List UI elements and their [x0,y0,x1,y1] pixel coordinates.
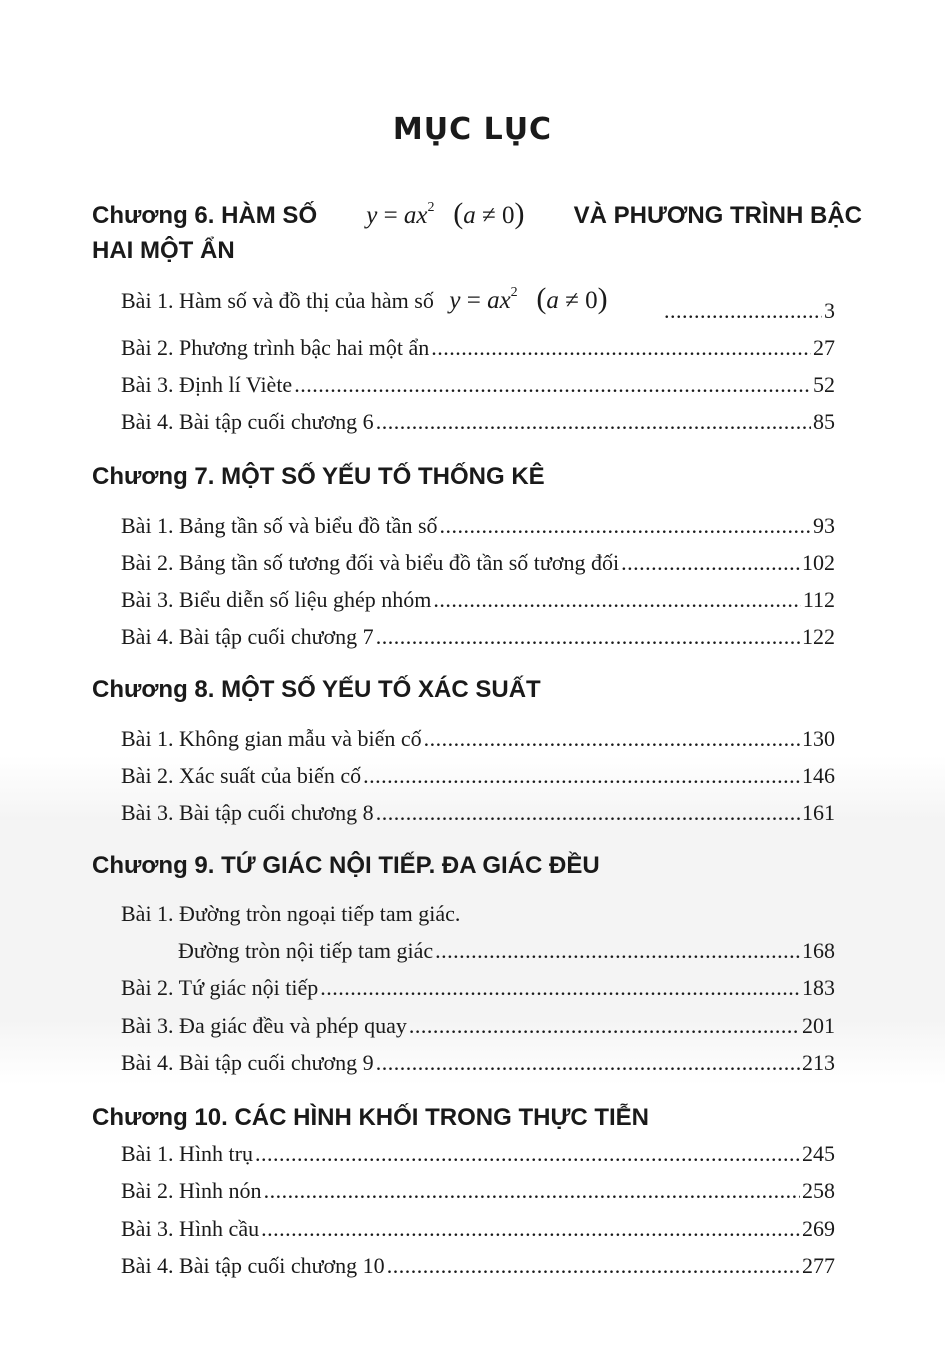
toc-entry-label: Bài 4. Bài tập cuối chương 10 [121,1253,385,1278]
toc-entry-9-1[interactable] [178,936,835,966]
toc-entry-label: Bài 2. Hình nón [121,1178,262,1203]
chapter-6-prefix: Chương 6. HÀM SỐ [92,202,318,229]
toc-entry-page: 183 [802,975,835,1000]
toc-entry-page: 146 [802,763,835,788]
toc-entry-page: 93 [813,513,835,538]
toc-entry-page: 122 [802,624,835,649]
toc-entry-label: Bài 2. Phương trình bậc hai một ẩn [121,335,430,360]
toc-entry-label: Bài 3. Hình cầu [121,1216,260,1241]
dot-leader [363,761,800,791]
toc-entry-label: Bài 4. Bài tập cuối chương 7 [121,624,374,649]
dot-leader [435,936,800,966]
toc-entry-6-1-formula: $y = ax^2$ (a ≠ 0) [449,282,608,315]
dot-leader [376,622,800,652]
toc-entry-page: 130 [802,726,835,751]
toc-entry-page: 52 [813,372,835,397]
toc-entry-page: 269 [802,1216,835,1241]
toc-entry-page: 161 [802,800,835,825]
toc-entry-page: 258 [802,1178,835,1203]
toc-entry-6-2[interactable] [121,333,835,363]
chapter-7-heading: Chương 7. MỘT SỐ YẾU TỐ THỐNG KÊ [92,463,545,490]
toc-entry-8-1[interactable] [121,724,835,754]
chapter-6-heading [92,193,862,266]
toc-entry-label: Đường tròn nội tiếp tam giác [178,938,434,963]
toc-entry-page: 27 [813,335,835,360]
toc-entry-page: 168 [802,938,835,963]
chapter-6-heading-line2: HAI MỘT ẨN [92,237,235,264]
toc-entry-label: Bài 3. Bài tập cuối chương 8 [121,800,374,825]
dot-leader [621,548,800,578]
toc-entry-label: Bài 2. Xác suất của biến cố [121,763,362,788]
dot-leader [376,407,811,437]
toc-entry-label: Bài 3. Đa giác đều và phép quay [121,1013,407,1038]
toc-entry-9-3[interactable] [121,1011,835,1041]
toc-entry-6-1-page: 3 [824,298,835,323]
toc-entry-8-3[interactable] [121,798,835,828]
toc-entry-page: 213 [802,1050,835,1075]
dot-leader [255,1139,800,1169]
toc-entry-10-4[interactable] [121,1251,835,1281]
toc-entry-6-1-label: Bài 1. Hàm số và đồ thị của hàm số [121,288,434,313]
dot-leader [387,1251,800,1281]
dot-leader [433,585,800,615]
dot-leader [294,370,811,400]
toc-entry-label: Bài 2. Bảng tần số tương đối và biểu đồ tần số tương đối [121,550,620,575]
dot-leader [264,1176,800,1206]
toc-entry-6-3[interactable] [121,370,835,400]
toc-entry-label: Bài 3. Định lí Viète [121,372,293,397]
toc-entry-page: 245 [802,1141,835,1166]
toc-entry-9-2[interactable] [121,973,835,1003]
toc-entry-label: Bài 4. Bài tập cuối chương 6 [121,409,374,434]
toc-entry-6-4[interactable] [121,407,835,437]
dot-leader [376,798,800,828]
dot-leader [261,1214,800,1244]
toc-entry-10-1[interactable] [121,1139,835,1169]
toc-entry-10-2[interactable] [121,1176,835,1206]
toc-entry-label: Bài 1. Hình trụ [121,1141,253,1166]
toc-entry-label: Bài 1. Bảng tần số và biểu đồ tần số [121,513,438,538]
page-title: MỤC LỤC [392,112,553,147]
toc-entry-6-1-leader [664,296,835,326]
toc-entry-page: 201 [802,1013,835,1038]
chapter-10-heading: Chương 10. CÁC HÌNH KHỐI TRONG THỰC TIỄN [92,1104,650,1131]
toc-entry-7-4[interactable] [121,622,835,652]
dot-leader [664,296,822,326]
chapter-6-formula: $y = ax^2$ (a ≠ 0) [366,197,525,230]
chapter-9-heading: Chương 9. TỨ GIÁC NỘI TIẾP. ĐA GIÁC ĐỀU [92,852,600,879]
toc-entry-7-3[interactable] [121,585,835,615]
toc-entry-9-1-line1[interactable]: Bài 1. Đường tròn ngoại tiếp tam giác. [121,901,461,926]
toc-entry-9-4[interactable] [121,1048,835,1078]
dot-leader [320,973,800,1003]
toc-entry-page: 85 [813,409,835,434]
toc-entry-page: 277 [802,1253,835,1278]
toc-entry-page: 112 [802,587,835,612]
toc-entry-8-2[interactable] [121,761,835,791]
dot-leader [409,1011,800,1041]
dot-leader [440,511,811,541]
toc-entry-label: Bài 2. Tứ giác nội tiếp [121,975,319,1000]
toc-entry-page: 102 [802,550,835,575]
toc-entry-7-2[interactable] [121,548,835,578]
toc-entry-label: Bài 1. Không gian mẫu và biến cố [121,726,422,751]
toc-entry-label: Bài 4. Bài tập cuối chương 9 [121,1050,374,1075]
chapter-6-suffix: VÀ PHƯƠNG TRÌNH BẬC [573,202,862,229]
toc-entry-10-3[interactable] [121,1214,835,1244]
toc-entry-7-1[interactable] [121,511,835,541]
dot-leader [431,333,811,363]
chapter-8-heading: Chương 8. MỘT SỐ YẾU TỐ XÁC SUẤT [92,676,541,703]
dot-leader [376,1048,800,1078]
dot-leader [424,724,800,754]
toc-entry-label: Bài 3. Biểu diễn số liệu ghép nhóm [121,587,432,612]
toc-entry-6-1[interactable] [121,278,608,316]
